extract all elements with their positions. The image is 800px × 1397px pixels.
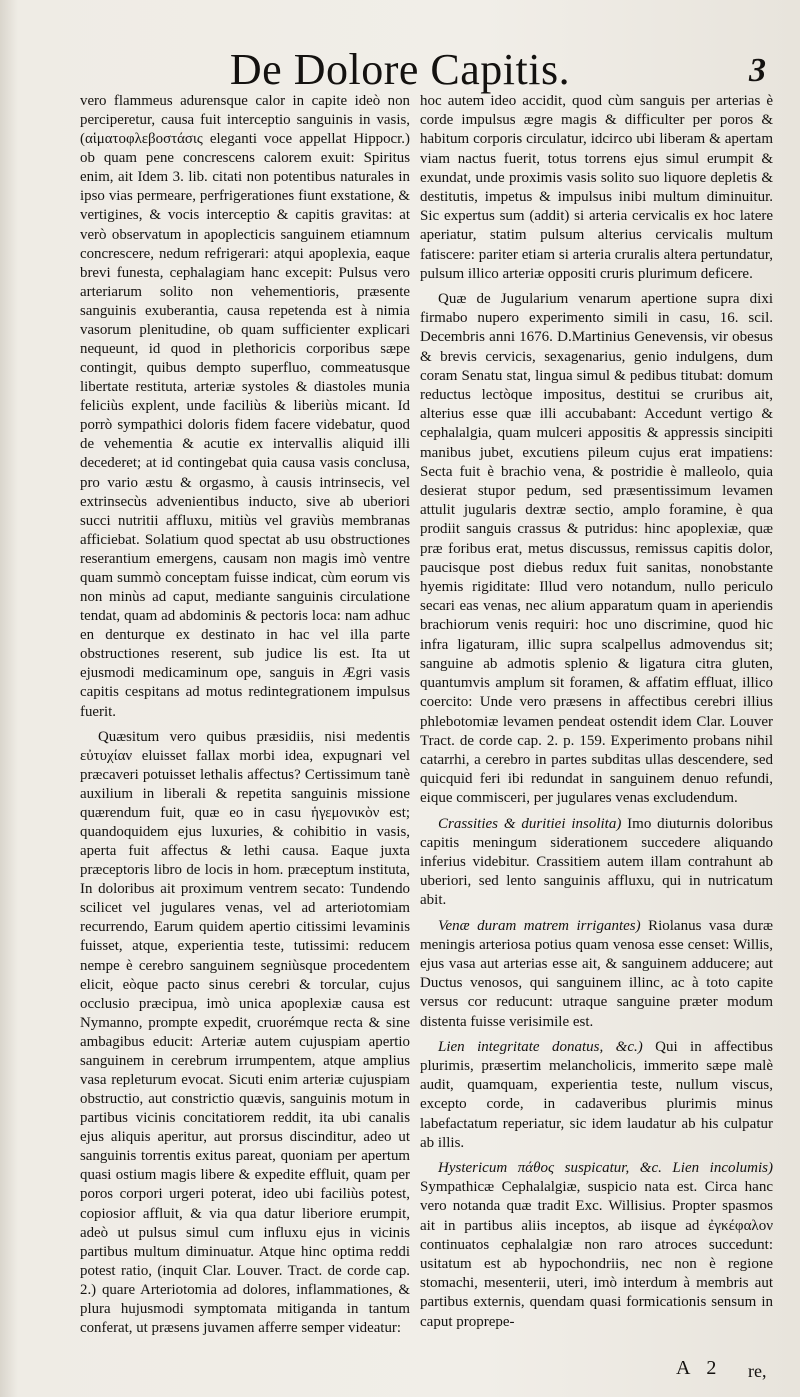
signature-mark: A 2 xyxy=(676,1357,723,1379)
note-lien xyxy=(420,1038,773,1153)
page-number: 3 xyxy=(749,52,766,89)
right-paragraph-1: hoc autem ideo accidit, quod cùm sanguis per arterias è corde impulsus ægre magis & difficulter per poros & habitum corporis circulatur, idcirco ubi liberam & apertam viam nactus fuerit, totus torrens ejus simul erumpit & exundat, unde proximis vasis solito suo liquore depletis & destitutis, impetus & impulsus inibi multum diminuitur. Sic expertus sum (addit) si arteria cervicalis ex hoc latere aperiatur, statim pulsum alterius cervicalis multum fatiscere: pariter etiam si arteria cruralis altera pertundatur, pulsum illico arteriæ oppositi cruris plurimum deficere. xyxy=(420,93,773,282)
left-column xyxy=(80,92,410,1344)
catchword: re, xyxy=(748,1361,767,1381)
page-header xyxy=(0,38,800,98)
note-venae xyxy=(420,917,773,1032)
note-text: Riolanus vasa duræ meningis arteriosa potius quam venosa esse censet: Willis, ejus vasa aut arterias esse ait, & sanguinem adducere; aut Ductus venosos, qui sanguinem illinc, ac à toto capite versus cor reducunt: utraque sanguine præter modum distenta fuisse verisimile est. xyxy=(420,917,773,1030)
note-crassities xyxy=(420,815,773,911)
right-paragraph-2: Quæ de Jugularium venarum apertione supra dixi firmabo nupero experimento simili in casu, 16. scil. Decembris anni 1676. D.Martinius Genevensis, vir obesus & brevis cervicis, sexagenarius, genio indulgens, dum coram Senatu stat, lingua simul & pedibus titubat: domum reductus lectòque impositus, destitui se cruribus ait, alterius esse quæ illi accubabant: Accedunt vertigo & cephalalgia, quam mulceri appositis & appressis sincipiti manibus jubet, excutiens pileum cujus erat impatiens: Secta fuit è brachio vena, & postridie è malleolo, quia desierat stupor pedum, sed præsentissimum levamen attulit jugularis dextræ sectio, amplo foramine, è qua prodiit sanguis crassus & putridus: hinc apoplexiæ, quæ præ foribus erat, metus discussus, remissus capitis dolor, paucisque post diebus redux fuit sanitas, nonobstante hyemis rigiditate: Illud vero notandum, nullo periculo secari eas venas, nec alium apparatum quam in aperiendis brachiorum venis requiri: hoc uno discrimine, quod hic infra ligaturam, illic supra scalpellus admovendus sit; sanguine ab admotis splenio & ligatura citra gluten, quantumvis amplum sit foramen, & affatim effluat, illico coercito: Unde vero præsens in affectibus cerebri illius phlebotomiæ levamen pendeat ostendit idem Clar. Louver Tract. de corde cap. 2. p. 159. Experimento probans nihil catarrhi, a cerebro in partes subditas ullas descendere, sed quicquid feri ibi redundat in sanguinem denuo refundi, eique commisceri, per jugulares venas excludendum. xyxy=(420,291,773,807)
note-text: Imo diuturnis doloribus capitis meningum siderationem succedere aliquando inferius videbitur. Crassitiem autem illam contrahunt ab uberiori, sed lento sanguinis affluxu, qui in nutricatum abit. xyxy=(420,815,773,909)
note-lemma: Hystericum πάθος suspicatur, &c. Lien incolumis) xyxy=(438,1159,773,1176)
right-column xyxy=(420,92,773,1338)
left-paragraph-2: Quæsitum vero quibus præsidiis, nisi medentis εὐτυχίαν eluisset fallax morbi idea, expugnari vel præcaveri potuisset lethalis affectus? Certissimum tanè auxilium in liberali & repetita sanguinis missione quærendum fuit, quæ eo in casu ἡγεμονικὸν est; quandoquidem ejus luxuries, & cohibitio in vasis, aperta fuit affectus & lethi causa. Eaque juxta præceptoris libro de locis in hom. præceptum instituta, In doloribus ait proximum ventrem secato: Tundendo scilicet vel jugulares venas, vel ad arteriotomiam recurrendo, Earum quidem apertio citissimi levaminis fuisset, atque, experientia teste, tutissimi: reducem nempe è cerebro sanguinem segniùsque procedentem elicit, eòque pacto sinus cerebri & torcular, cujus occlusio præcipua, imò unica apoplexiæ causa est Nymanno, prompte expedit, cruorémque recta & sine ambagibus educit: Arteriæ autem cujuspiam apertio sanguinem in cerebrum irrumpentem, atque amplius vasa repleturum evocat. Sicuti enim arteriæ cujuspiam obstructio, aut constrictio quævis, sanguinis motum in partibus vicinis concitatiorem reddit, ita ubi canalis ejus aliquis aperitur, aut prorsus discinditur, adeo ut sanguinis torrentis exitus pareat, quoniam per apertum quasi ostium magis libere & expedite effluit, quam per poros corpori urgeri poterat, ideo ubi faciliùs potest, copiosior affluit, & via qua datur liberiore erumpit, adeò ut pulsus simul cum influxu ejus in vicinis partibus multum diminuatur. Atque hinc optima reddi potest ratio, (inquit Clar. Louver. Tract. de corde cap. 2.) quare Arteriotomia ad dolores, inflammationes, & plura hujusmodi symptomata mitiganda in tantum conferat, ut præsens juvamen afferre semper videatur: xyxy=(80,728,410,1336)
note-lemma: Venæ duram matrem irrigantes) xyxy=(438,917,641,934)
running-title: De Dolore Capitis. xyxy=(229,45,571,94)
note-lemma: Lien integritate donatus, &c.) xyxy=(438,1038,643,1055)
page-footer xyxy=(0,1357,800,1387)
left-paragraph-1: vero flammeus adurensque calor in capite ideò non perciperetur, causa fuit interceptio sanguinis in vasis, (αἱματοφλεβοστάσις eleganti voce appellat Hippocr.) ob quam pene concrescens calorem exuit: Spiritus enim, ait Idem 3. lib. citati non potentibus naturales in ipso vias permeare, perfrigerationes fiunt exstatione, & vertigines, & vocis interceptio & capitis gravitas: at verò observatum in apoplecticis sanguinem etiamnum concrescere, nedum refrigerari: atqui apoplexia, eaque brevi funesta, cephalagiam hanc excepit: Pulsus vero arteriarum solito non vehementioris, præsente sanguinis exuberantia, causa repetenda est à nimia vasorum plenitudine, ob quam sufficienter explicari nequeunt, id quod in plethoricis corporibus sæpe contingit, quibus dempto superfluo, commeatusque libertate restituta, arteriæ systoles & diastoles munia feliciùs explent, unde faciliùs & liberiùs micant. Id porrò sympathici doloris fidem facere videbatur, quod de vehementia & acutie ex intervallis aliquid illi decederet; at id contingebat quia causa vasis conclusa, pro vario æstu & orgasmo, à causis intrinsecis, vel extrinsecùs advenientibus inducto, sive ab uberiori succi nutritii affluxu, mitiùs vel graviùs membranas afficiebat. Solatium quod spectat ab usu obstructiones reserantium emergens, causam non magis imò ventre quam summò conceptam fuisse indicat, cùm eorum vis non minùs ad caput, mediante sanguinis circulatione tendat, quam ad abdominis & pectoris loca: nam adhuc en denturque ex destinato in hac vel illa parte obstructiones reserent, sub judice lis est. Ita ut ejusmodi medicaminum ope, sanguis in Ægri vasis capitis cespitans ad motus redintegrationem impulsus fuerit. xyxy=(80,93,410,720)
note-text: Sympathicæ Cephalalgiæ, suspicio nata est. Circa hanc vero notanda quæ tradit Exc. Willisius. Propter spasmos ait in partibus aliis inceptos, ab iisque ad ἐγκέφαλον continuatos cephalalgiæ non raro atroces succedunt: usitatum est ab hypochondriis, nec non è regione stomachi, mesenterii, uteri, imò interdum à membris aut partibus externis, quendam quasi formicationis sensum in caput proprepe- xyxy=(420,1179,773,1330)
note-hystericum xyxy=(420,1159,773,1332)
note-text: Qui in affectibus plurimis, præsertim melancholicis, immerito sæpe malè audit, quamquam, experientia teste, nullum viscus, excepto corde, in cadaveribus plurimis minus labefactatum reperiatur, sic idem laudatur ab his culpatur ab illis. xyxy=(420,1038,773,1151)
note-lemma: Crassities & duritiei insolita) xyxy=(438,815,622,832)
